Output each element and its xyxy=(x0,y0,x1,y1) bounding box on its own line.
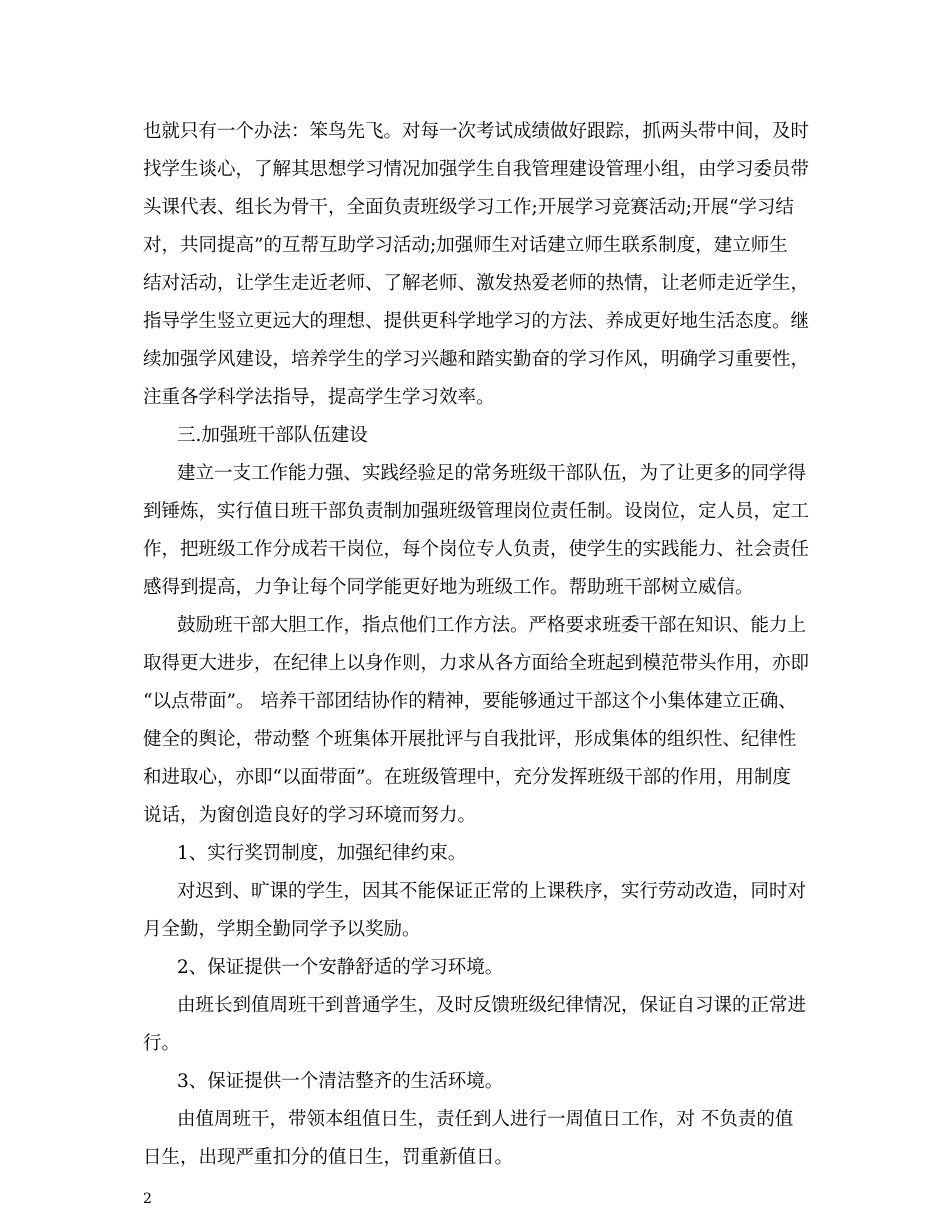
text-line: 到锤炼，实行值日班干部负责制加强班级管理岗位责任制。设岗位，定人员，定工 xyxy=(143,501,810,522)
text-line: 指导学生竖立更远大的理想、提供更科学地学习的方法、养成更好地生活态度。继 xyxy=(143,311,810,332)
text-line: 注重各学科学法指导，提高学生学习效率。 xyxy=(143,387,495,408)
text-line: 鼓励班干部大胆工作，指点他们工作方法。严格要求班委干部在知识、能力上 xyxy=(177,615,807,636)
text-line: 感得到提高，力争让每个同学能更好地为班级工作。帮助班干部树立威信。 xyxy=(143,577,754,598)
section-heading: 三.加强班干部队伍建设 xyxy=(177,425,368,446)
text-line: 取得更大进步，在纪律上以身作则，力求从各方面给全班起到模范带头作用，亦即 xyxy=(143,653,810,674)
list-item-heading: 1、实行奖罚制度，加强纪律约束。 xyxy=(177,843,467,864)
page-number: 2 xyxy=(143,1191,152,1207)
text-line: 建立一支工作能力强、实践经验足的常务班级干部队伍，为了让更多的同学得 xyxy=(177,463,807,484)
text-line: 对迟到、旷课的学生，因其不能保证正常的上课秩序，实行劳动改造，同时对 xyxy=(177,881,807,902)
text-line: 说话，为窗创造良好的学习环境而努力。 xyxy=(143,805,477,826)
list-item-heading: 2、保证提供一个安静舒适的学习环境。 xyxy=(177,957,504,978)
text-line: 日生，出现严重扣分的值日生，罚重新值日。 xyxy=(143,1147,514,1168)
text-line: 也就只有一个办法：笨鸟先飞。对每一次考试成绩做好跟踪，抓两头带中间，及时 xyxy=(143,121,810,142)
text-line: 找学生谈心，了解其思想学习情况加强学生自我管理建设管理小组，由学习委员带 xyxy=(143,159,810,180)
text-line: 行。 xyxy=(143,1033,181,1054)
text-line: 和进取心，亦即“以面带面”。在班级管理中，充分发挥班级干部的作用，用制度 xyxy=(143,767,791,788)
text-line: 由值周班干，带领本组值日生，责任到人进行一周值日工作，对 不负责的值 xyxy=(177,1109,794,1130)
text-line: 对，共同提高”的互帮互助学习活动;加强师生对话建立师生联系制度，建立师生 xyxy=(143,235,788,256)
text-line: 续加强学风建设，培养学生的学习兴趣和踏实勤奋的学习作风，明确学习重要性， xyxy=(143,349,810,370)
text-line: “以点带面”。 培养干部团结协作的精神，要能够通过干部这个小集体建立正确、 xyxy=(143,691,797,712)
list-item-heading: 3、保证提供一个清洁整齐的生活环境。 xyxy=(177,1071,504,1092)
text-line: 月全勤，学期全勤同学予以奖励。 xyxy=(143,919,421,940)
text-line: 作，把班级工作分成若干岗位，每个岗位专人负责，使学生的实践能力、社会责任 xyxy=(143,539,810,560)
text-line: 头课代表、组长为骨干，全面负责班级学习工作;开展学习竞赛活动;开展“学习结 xyxy=(143,197,794,218)
text-line: 健全的舆论，带动整 个班集体开展批评与自我批评，形成集体的组织性、纪律性 xyxy=(143,729,797,750)
text-line: 结对活动，让学生走近老师、了解老师、激发热爱老师的热情，让老师走近学生， xyxy=(143,273,810,294)
text-line: 由班长到值周班干到普通学生，及时反馈班级纪律情况，保证自习课的正常进 xyxy=(177,995,807,1016)
